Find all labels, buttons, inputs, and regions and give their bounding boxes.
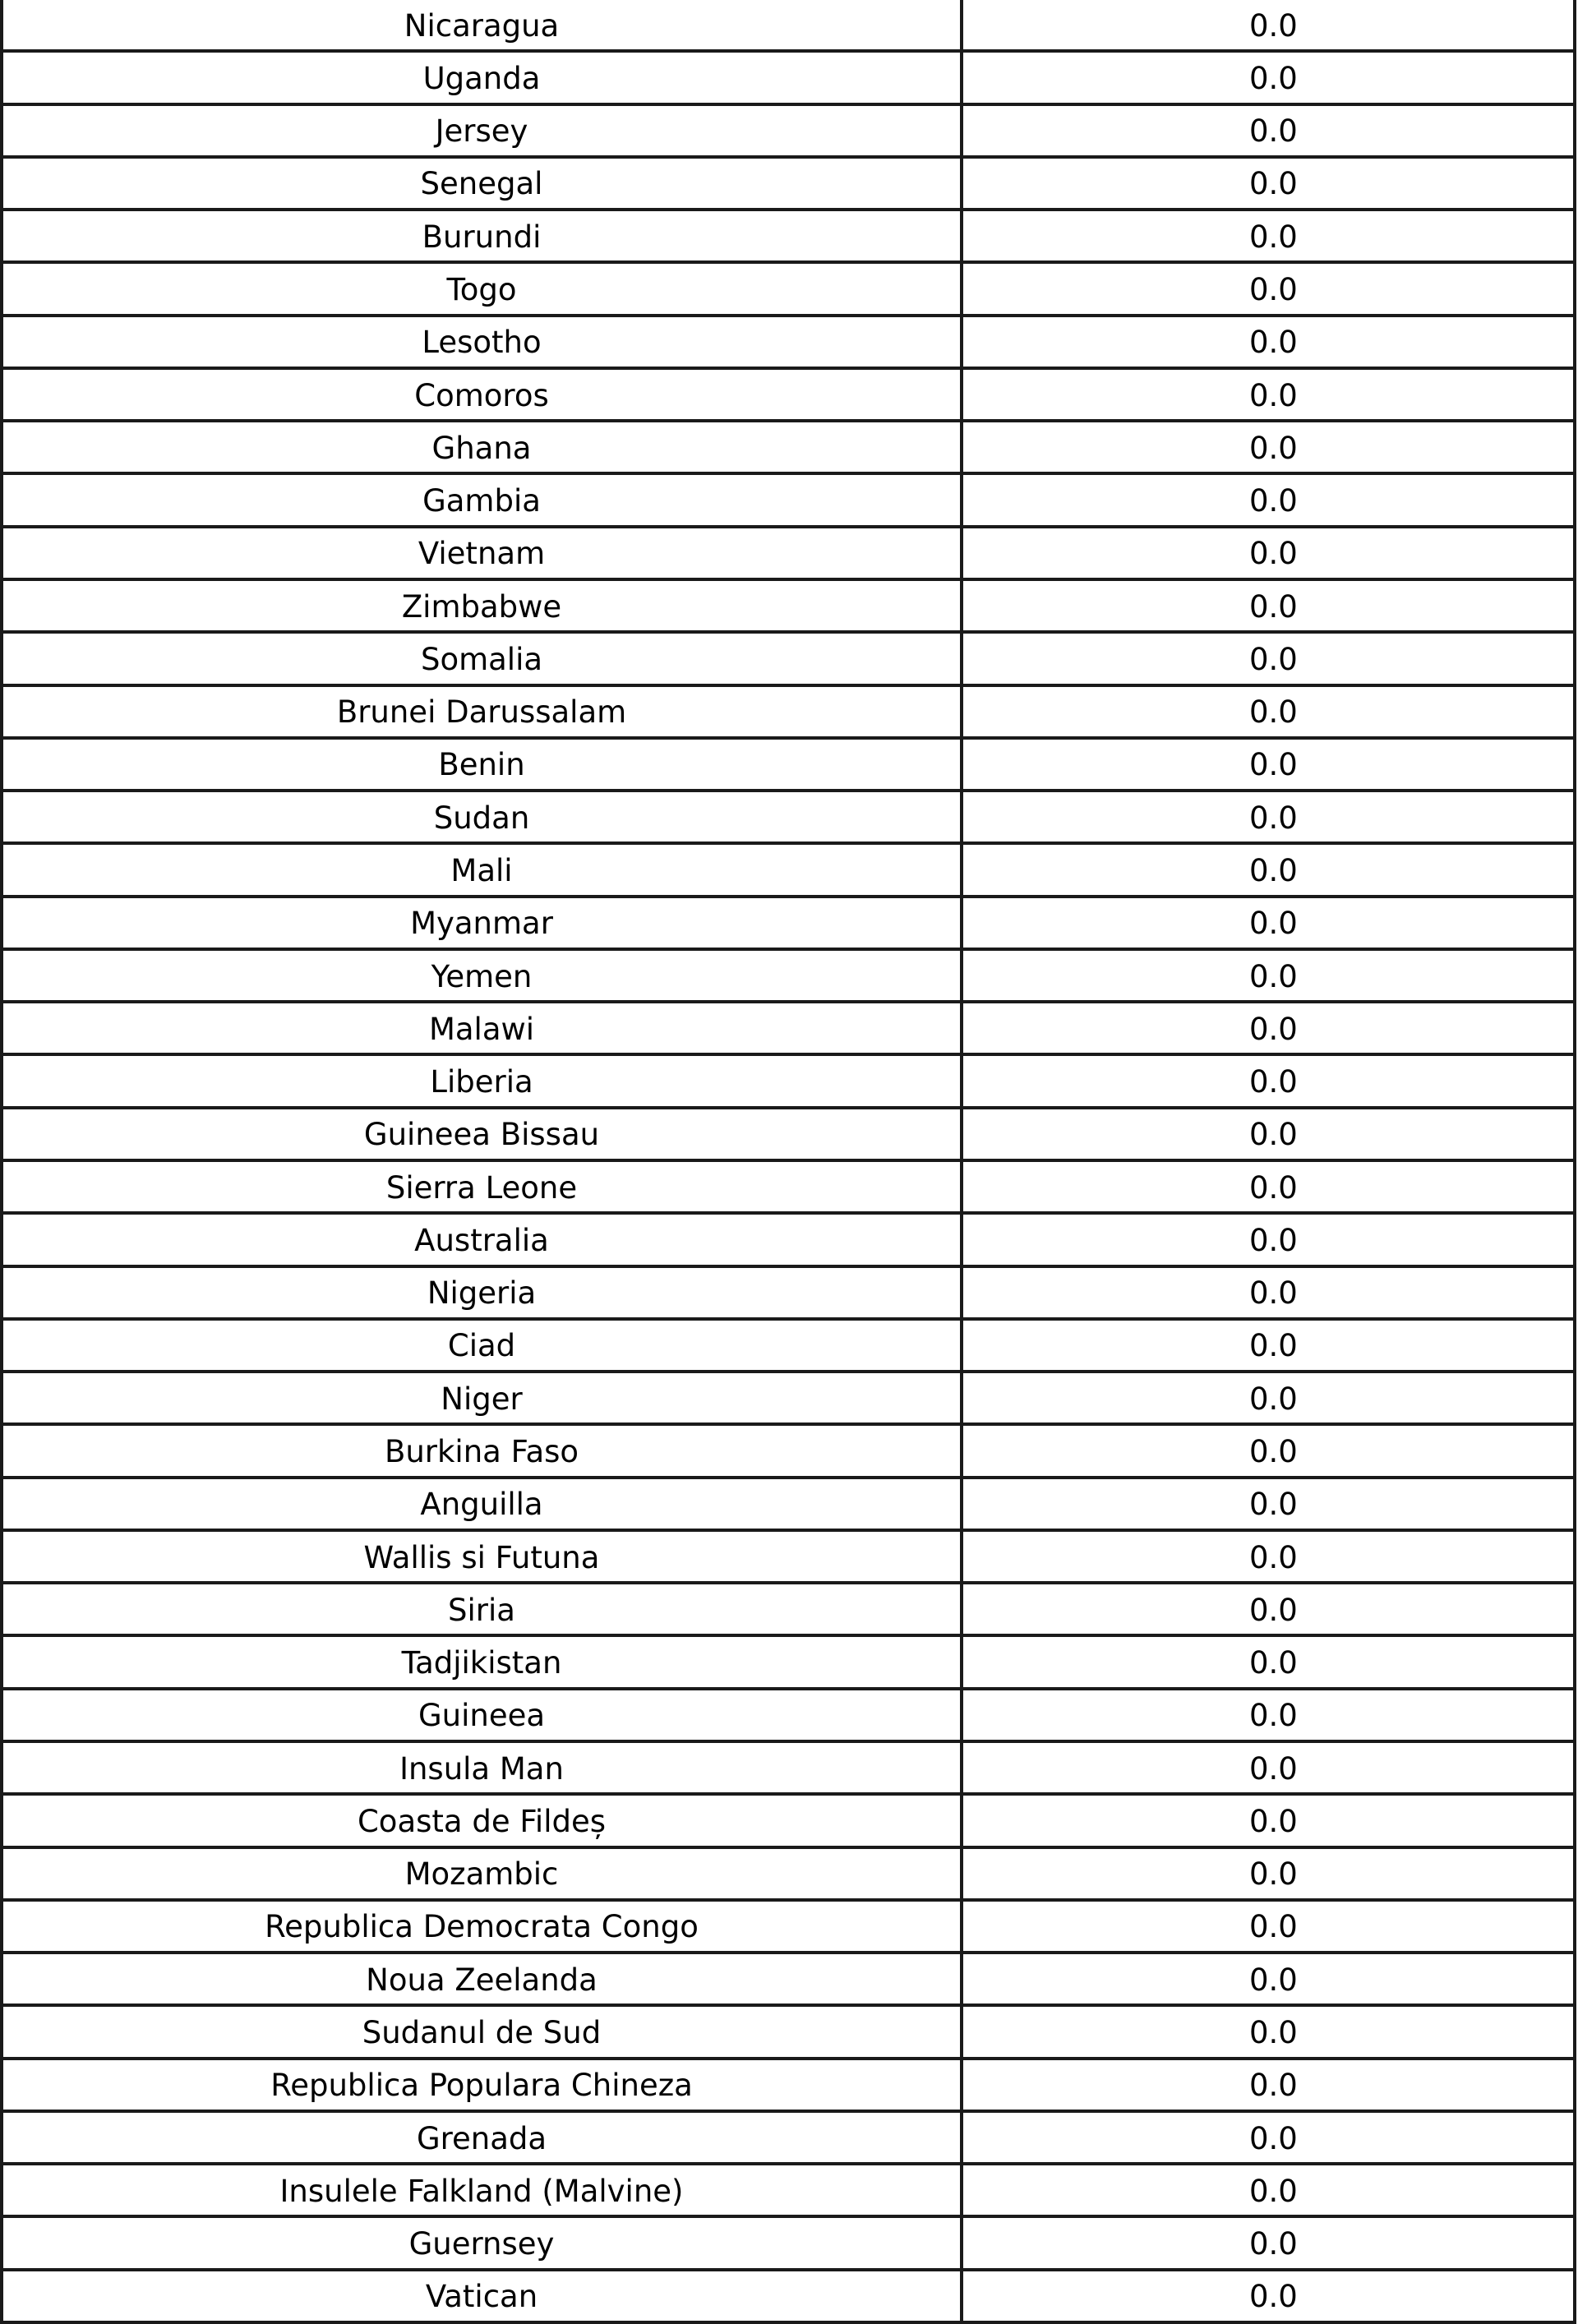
table-row — [3, 1637, 1573, 1690]
value-cell: 0.0 — [1249, 2014, 1298, 2050]
table-row — [3, 106, 1573, 159]
value-cell: 0.0 — [1249, 1275, 1298, 1312]
country-cell: Grenada — [3, 2113, 963, 2162]
country-cell: Australia — [3, 1215, 963, 1264]
country-cell: Somalia — [3, 634, 963, 683]
value-cell: 0.0 — [1249, 906, 1298, 942]
table-row — [3, 2113, 1573, 2165]
country-cell: Ghana — [3, 422, 963, 472]
value-cell: 0.0 — [1249, 800, 1298, 836]
table-row — [3, 0, 1573, 53]
value-cell: 0.0 — [1249, 1328, 1298, 1364]
value-cell: 0.0 — [1249, 2279, 1298, 2315]
country-cell: Myanmar — [3, 898, 963, 948]
country-cell: Ciad — [3, 1321, 963, 1370]
value-cell: 0.0 — [1249, 1487, 1298, 1523]
country-cell: Zimbabwe — [3, 581, 963, 630]
table-row — [3, 1479, 1573, 1532]
country-cell: Guineea Bissau — [3, 1109, 963, 1159]
table-row — [3, 1162, 1573, 1215]
table-row — [3, 951, 1573, 1003]
table-row — [3, 53, 1573, 105]
value-cell: 0.0 — [1249, 1169, 1298, 1206]
table-row — [3, 1321, 1573, 1373]
value-cell: 0.0 — [1249, 2226, 1298, 2262]
value-cell: 0.0 — [1249, 641, 1298, 677]
country-cell: Burkina Faso — [3, 1426, 963, 1475]
value-cell: 0.0 — [1249, 483, 1298, 519]
value-cell: 0.0 — [1249, 219, 1298, 255]
value-cell: 0.0 — [1249, 1381, 1298, 1417]
value-cell: 0.0 — [1249, 852, 1298, 888]
value-cell: 0.0 — [1249, 325, 1298, 361]
table-row — [3, 1849, 1573, 1902]
table-row — [3, 1584, 1573, 1637]
value-cell: 0.0 — [1249, 1592, 1298, 1628]
value-cell: 0.0 — [1249, 2120, 1298, 2156]
value-cell: 0.0 — [1249, 2173, 1298, 2209]
table-row — [3, 898, 1573, 951]
table-row — [3, 2060, 1573, 2113]
country-cell: Lesotho — [3, 317, 963, 367]
country-cell: Insula Man — [3, 1743, 963, 1792]
value-cell: 0.0 — [1249, 536, 1298, 572]
value-cell: 0.0 — [1249, 1750, 1298, 1787]
country-cell: Guineea — [3, 1690, 963, 1740]
table-row — [3, 845, 1573, 897]
value-cell: 0.0 — [1249, 1698, 1298, 1734]
value-cell: 0.0 — [1249, 1539, 1298, 1575]
table-row — [3, 792, 1573, 845]
country-cell: Wallis si Futuna — [3, 1532, 963, 1581]
country-cell: Togo — [3, 264, 963, 313]
country-cell: Sudanul de Sud — [3, 2007, 963, 2056]
country-cell: Mozambic — [3, 1849, 963, 1898]
table-row — [3, 264, 1573, 316]
country-cell: Mali — [3, 845, 963, 894]
value-cell: 0.0 — [1249, 1222, 1298, 1258]
table-row — [3, 687, 1573, 740]
value-cell: 0.0 — [1249, 1117, 1298, 1153]
value-cell: 0.0 — [1249, 430, 1298, 466]
country-cell: Burundi — [3, 211, 963, 261]
country-cell: Jersey — [3, 106, 963, 155]
country-cell: Brunei Darussalam — [3, 687, 963, 736]
country-cell: Comoros — [3, 370, 963, 419]
table-row — [3, 1532, 1573, 1584]
country-cell: Coasta de Fildeș — [3, 1796, 963, 1845]
table-row — [3, 422, 1573, 475]
country-cell: Republica Populara Chineza — [3, 2060, 963, 2110]
country-cell: Vatican — [3, 2271, 963, 2321]
table-row — [3, 740, 1573, 792]
table-row — [3, 1796, 1573, 1848]
table-row — [3, 634, 1573, 686]
value-cell: 0.0 — [1249, 1803, 1298, 1839]
table-row — [3, 211, 1573, 264]
value-cell: 0.0 — [1249, 588, 1298, 625]
country-cell: Sudan — [3, 792, 963, 842]
value-cell: 0.0 — [1249, 1064, 1298, 1100]
country-cell: Niger — [3, 1373, 963, 1423]
value-cell: 0.0 — [1249, 377, 1298, 413]
value-cell: 0.0 — [1249, 113, 1298, 150]
table-row — [3, 317, 1573, 370]
table-row — [3, 2218, 1573, 2271]
table-row — [3, 370, 1573, 422]
value-cell: 0.0 — [1249, 271, 1298, 307]
value-cell: 0.0 — [1249, 166, 1298, 202]
table-row — [3, 1109, 1573, 1162]
country-cell: Nicaragua — [3, 0, 963, 49]
table-row — [3, 1215, 1573, 1267]
country-cell: Malawi — [3, 1003, 963, 1053]
country-cell: Insulele Falkland (Malvine) — [3, 2165, 963, 2215]
country-cell: Tadjikistan — [3, 1637, 963, 1686]
table-row — [3, 1690, 1573, 1743]
value-cell: 0.0 — [1249, 1433, 1298, 1469]
value-cell: 0.0 — [1249, 1962, 1298, 1998]
table-row — [3, 1003, 1573, 1056]
table-row — [3, 1426, 1573, 1478]
table-row — [3, 1268, 1573, 1321]
table-row — [3, 1902, 1573, 1954]
value-cell: 0.0 — [1249, 747, 1298, 783]
country-cell: Yemen — [3, 951, 963, 1000]
table-row — [3, 2007, 1573, 2059]
value-cell: 0.0 — [1249, 1011, 1298, 1047]
table-row — [3, 1373, 1573, 1426]
table-row — [3, 581, 1573, 634]
table-row — [3, 1954, 1573, 2007]
table-row — [3, 528, 1573, 581]
value-cell: 0.0 — [1249, 1645, 1298, 1681]
value-cell: 0.0 — [1249, 7, 1298, 44]
country-cell: Anguilla — [3, 1479, 963, 1529]
table-row — [3, 159, 1573, 211]
value-cell: 0.0 — [1249, 1909, 1298, 1945]
table-row — [3, 2271, 1573, 2324]
country-cell: Noua Zeelanda — [3, 1954, 963, 2004]
country-cell: Sierra Leone — [3, 1162, 963, 1211]
country-cell: Senegal — [3, 159, 963, 208]
value-cell: 0.0 — [1249, 1856, 1298, 1893]
table-row — [3, 1743, 1573, 1796]
country-cell: Liberia — [3, 1056, 963, 1105]
value-cell: 0.0 — [1249, 60, 1298, 96]
value-cell: 0.0 — [1249, 694, 1298, 731]
country-cell: Uganda — [3, 53, 963, 102]
country-cell: Siria — [3, 1584, 963, 1634]
country-cell: Nigeria — [3, 1268, 963, 1317]
value-cell: 0.0 — [1249, 958, 1298, 994]
table-row — [3, 1056, 1573, 1109]
country-cell: Gambia — [3, 475, 963, 524]
country-cell: Guernsey — [3, 2218, 963, 2267]
table-row — [3, 2165, 1573, 2218]
country-cell: Republica Democrata Congo — [3, 1902, 963, 1951]
value-cell: 0.0 — [1249, 2068, 1298, 2104]
country-cell: Vietnam — [3, 528, 963, 578]
country-cell: Benin — [3, 740, 963, 789]
table-row — [3, 475, 1573, 528]
